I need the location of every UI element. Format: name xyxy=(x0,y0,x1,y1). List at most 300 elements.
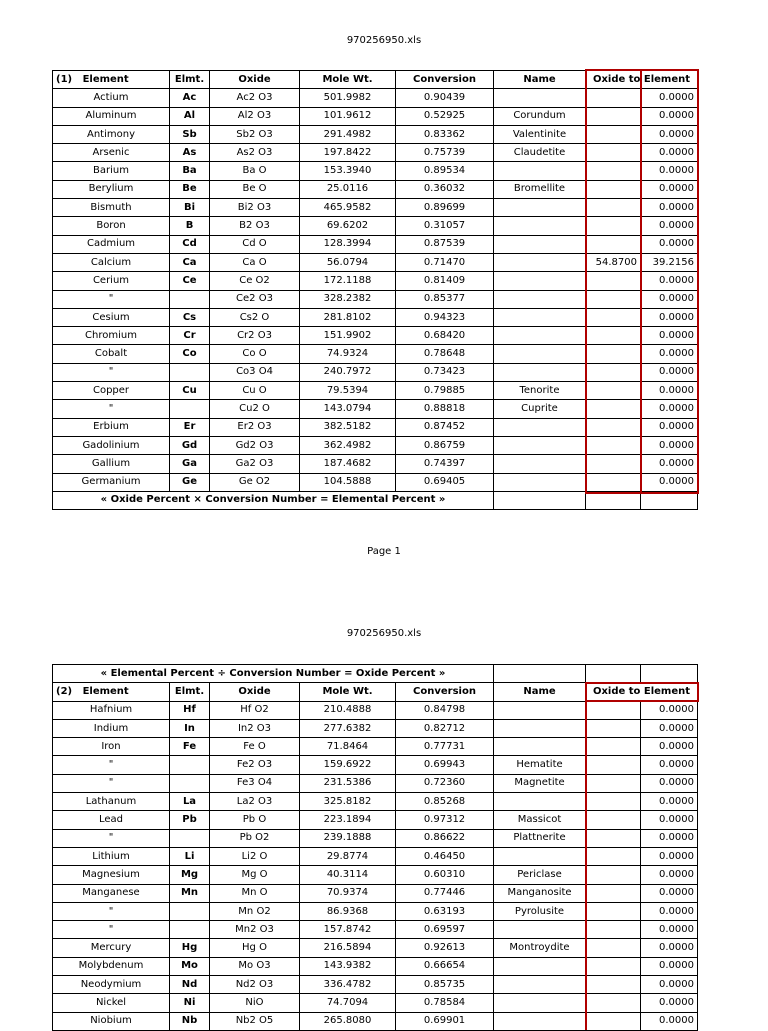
element-cell[interactable]: Niobium xyxy=(53,1012,170,1030)
element-pct-cell[interactable]: 0.0000 xyxy=(641,847,698,865)
element-cell[interactable]: " xyxy=(53,756,170,774)
element-cell[interactable]: Iron xyxy=(53,738,170,756)
mole-wt-cell[interactable]: 104.5888 xyxy=(300,473,396,491)
conversion-cell[interactable]: 0.69405 xyxy=(396,473,494,491)
symbol-cell[interactable]: Cd xyxy=(170,235,210,253)
element-pct-cell[interactable]: 0.0000 xyxy=(641,829,698,847)
conversion-cell[interactable]: 0.69901 xyxy=(396,1012,494,1030)
element-cell[interactable]: Lithium xyxy=(53,847,170,865)
element-pct-cell[interactable]: 0.0000 xyxy=(641,884,698,902)
oxide-pct-cell[interactable] xyxy=(586,939,641,957)
mole-wt-cell[interactable]: 328.2382 xyxy=(300,290,396,308)
mole-wt-cell[interactable]: 143.9382 xyxy=(300,957,396,975)
symbol-cell[interactable]: In xyxy=(170,719,210,737)
symbol-cell[interactable]: Cu xyxy=(170,382,210,400)
element-pct-cell[interactable]: 0.0000 xyxy=(641,327,698,345)
mineral-name-cell[interactable] xyxy=(494,701,586,719)
element-pct-cell[interactable]: 0.0000 xyxy=(641,125,698,143)
element-cell[interactable]: Cobalt xyxy=(53,345,170,363)
mole-wt-cell[interactable]: 216.5894 xyxy=(300,939,396,957)
element-cell[interactable]: Cerium xyxy=(53,272,170,290)
oxide-pct-cell[interactable] xyxy=(586,829,641,847)
oxide-pct-cell[interactable] xyxy=(586,363,641,381)
element-pct-cell[interactable]: 0.0000 xyxy=(641,793,698,811)
mole-wt-cell[interactable]: 74.7094 xyxy=(300,994,396,1012)
mole-wt-cell[interactable]: 143.0794 xyxy=(300,400,396,418)
oxide-pct-cell[interactable] xyxy=(586,793,641,811)
mineral-name-cell[interactable] xyxy=(494,436,586,454)
symbol-cell[interactable] xyxy=(170,363,210,381)
element-pct-cell[interactable]: 0.0000 xyxy=(641,363,698,381)
mole-wt-cell[interactable]: 277.6382 xyxy=(300,719,396,737)
element-cell[interactable]: " xyxy=(53,400,170,418)
conversion-cell[interactable]: 0.79885 xyxy=(396,382,494,400)
oxide-pct-cell[interactable] xyxy=(586,125,641,143)
conversion-cell[interactable]: 0.69597 xyxy=(396,921,494,939)
element-cell[interactable]: Gallium xyxy=(53,455,170,473)
oxide-cell[interactable]: Ba O xyxy=(210,162,300,180)
oxide-cell[interactable]: Cs2 O xyxy=(210,308,300,326)
oxide-pct-cell[interactable] xyxy=(586,994,641,1012)
conversion-cell[interactable]: 0.97312 xyxy=(396,811,494,829)
oxide-cell[interactable]: Nd2 O3 xyxy=(210,976,300,994)
mineral-name-cell[interactable]: Montroydite xyxy=(494,939,586,957)
mole-wt-cell[interactable]: 159.6922 xyxy=(300,756,396,774)
oxide-cell[interactable]: Li2 O xyxy=(210,847,300,865)
element-cell[interactable]: " xyxy=(53,829,170,847)
element-cell[interactable]: Magnesium xyxy=(53,866,170,884)
element-pct-cell[interactable]: 0.0000 xyxy=(641,217,698,235)
oxide-pct-cell[interactable] xyxy=(586,738,641,756)
element-pct-cell[interactable]: 0.0000 xyxy=(641,436,698,454)
oxide-pct-cell[interactable] xyxy=(586,976,641,994)
oxide-cell[interactable]: Ac2 O3 xyxy=(210,89,300,107)
mole-wt-cell[interactable]: 74.9324 xyxy=(300,345,396,363)
mineral-name-cell[interactable] xyxy=(494,1012,586,1030)
symbol-cell[interactable]: Nd xyxy=(170,976,210,994)
element-pct-cell[interactable]: 0.0000 xyxy=(641,756,698,774)
mineral-name-cell[interactable] xyxy=(494,719,586,737)
mineral-name-cell[interactable] xyxy=(494,290,586,308)
element-pct-cell[interactable]: 0.0000 xyxy=(641,89,698,107)
symbol-cell[interactable]: Ba xyxy=(170,162,210,180)
mineral-name-cell[interactable]: Massicot xyxy=(494,811,586,829)
conversion-cell[interactable]: 0.90439 xyxy=(396,89,494,107)
element-pct-cell[interactable]: 0.0000 xyxy=(641,738,698,756)
mineral-name-cell[interactable] xyxy=(494,235,586,253)
element-cell[interactable]: " xyxy=(53,921,170,939)
symbol-cell[interactable]: Be xyxy=(170,180,210,198)
mineral-name-cell[interactable]: Manganosite xyxy=(494,884,586,902)
element-pct-cell[interactable]: 0.0000 xyxy=(641,774,698,792)
oxide-pct-cell[interactable] xyxy=(586,774,641,792)
element-pct-cell[interactable]: 0.0000 xyxy=(641,144,698,162)
conversion-cell[interactable]: 0.46450 xyxy=(396,847,494,865)
mineral-name-cell[interactable] xyxy=(494,308,586,326)
oxide-cell[interactable]: Fe O xyxy=(210,738,300,756)
oxide-cell[interactable]: Cr2 O3 xyxy=(210,327,300,345)
element-cell[interactable]: Indium xyxy=(53,719,170,737)
element-pct-cell[interactable]: 0.0000 xyxy=(641,107,698,125)
oxide-cell[interactable]: Pb O xyxy=(210,811,300,829)
mole-wt-cell[interactable]: 70.9374 xyxy=(300,884,396,902)
conversion-cell[interactable]: 0.69943 xyxy=(396,756,494,774)
symbol-cell[interactable]: Mn xyxy=(170,884,210,902)
element-pct-cell[interactable]: 0.0000 xyxy=(641,290,698,308)
element-cell[interactable]: Bismuth xyxy=(53,199,170,217)
element-pct-cell[interactable]: 0.0000 xyxy=(641,345,698,363)
mole-wt-cell[interactable]: 336.4782 xyxy=(300,976,396,994)
oxide-pct-cell[interactable] xyxy=(586,400,641,418)
oxide-cell[interactable]: In2 O3 xyxy=(210,719,300,737)
element-cell[interactable]: Molybdenum xyxy=(53,957,170,975)
conversion-cell[interactable]: 0.77446 xyxy=(396,884,494,902)
symbol-cell[interactable] xyxy=(170,400,210,418)
oxide-pct-cell[interactable] xyxy=(586,180,641,198)
symbol-cell[interactable]: Pb xyxy=(170,811,210,829)
element-pct-cell[interactable]: 0.0000 xyxy=(641,400,698,418)
conversion-cell[interactable]: 0.84798 xyxy=(396,701,494,719)
symbol-cell[interactable]: Ga xyxy=(170,455,210,473)
oxide-pct-cell[interactable] xyxy=(586,144,641,162)
mineral-name-cell[interactable]: Claudetite xyxy=(494,144,586,162)
element-cell[interactable]: Erbium xyxy=(53,418,170,436)
symbol-cell[interactable] xyxy=(170,921,210,939)
conversion-cell[interactable]: 0.71470 xyxy=(396,253,494,271)
conversion-cell[interactable]: 0.78648 xyxy=(396,345,494,363)
element-pct-cell[interactable]: 0.0000 xyxy=(641,199,698,217)
conversion-cell[interactable]: 0.78584 xyxy=(396,994,494,1012)
oxide-pct-cell[interactable] xyxy=(586,902,641,920)
conversion-cell[interactable]: 0.81409 xyxy=(396,272,494,290)
element-pct-cell[interactable]: 0.0000 xyxy=(641,455,698,473)
conversion-cell[interactable]: 0.88818 xyxy=(396,400,494,418)
element-pct-cell[interactable]: 0.0000 xyxy=(641,939,698,957)
element-cell[interactable]: Lathanum xyxy=(53,793,170,811)
symbol-cell[interactable] xyxy=(170,290,210,308)
conversion-cell[interactable]: 0.77731 xyxy=(396,738,494,756)
mole-wt-cell[interactable]: 71.8464 xyxy=(300,738,396,756)
conversion-cell[interactable]: 0.66654 xyxy=(396,957,494,975)
mineral-name-cell[interactable] xyxy=(494,89,586,107)
symbol-cell[interactable]: Ge xyxy=(170,473,210,491)
conversion-cell[interactable]: 0.87452 xyxy=(396,418,494,436)
symbol-cell[interactable]: Ce xyxy=(170,272,210,290)
mole-wt-cell[interactable]: 382.5182 xyxy=(300,418,396,436)
oxide-cell[interactable]: Ga2 O3 xyxy=(210,455,300,473)
symbol-cell[interactable]: Bi xyxy=(170,199,210,217)
mole-wt-cell[interactable]: 281.8102 xyxy=(300,308,396,326)
element-cell[interactable]: Germanium xyxy=(53,473,170,491)
oxide-cell[interactable]: Ge O2 xyxy=(210,473,300,491)
symbol-cell[interactable] xyxy=(170,829,210,847)
oxide-cell[interactable]: Be O xyxy=(210,180,300,198)
element-cell[interactable]: Actium xyxy=(53,89,170,107)
conversion-cell[interactable]: 0.31057 xyxy=(396,217,494,235)
oxide-pct-cell[interactable] xyxy=(586,847,641,865)
symbol-cell[interactable]: B xyxy=(170,217,210,235)
symbol-cell[interactable]: Nb xyxy=(170,1012,210,1030)
element-cell[interactable]: Chromium xyxy=(53,327,170,345)
symbol-cell[interactable]: As xyxy=(170,144,210,162)
element-cell[interactable]: Cadmium xyxy=(53,235,170,253)
symbol-cell[interactable]: Hg xyxy=(170,939,210,957)
element-cell[interactable]: " xyxy=(53,363,170,381)
mineral-name-cell[interactable]: Cuprite xyxy=(494,400,586,418)
symbol-cell[interactable]: Al xyxy=(170,107,210,125)
element-cell[interactable]: Hafnium xyxy=(53,701,170,719)
oxide-cell[interactable]: Hf O2 xyxy=(210,701,300,719)
conversion-cell[interactable]: 0.82712 xyxy=(396,719,494,737)
symbol-cell[interactable]: Gd xyxy=(170,436,210,454)
conversion-cell[interactable]: 0.86622 xyxy=(396,829,494,847)
mineral-name-cell[interactable] xyxy=(494,921,586,939)
mole-wt-cell[interactable]: 197.8422 xyxy=(300,144,396,162)
element-pct-cell[interactable]: 0.0000 xyxy=(641,719,698,737)
oxide-pct-cell[interactable] xyxy=(586,921,641,939)
conversion-cell[interactable]: 0.72360 xyxy=(396,774,494,792)
symbol-cell[interactable] xyxy=(170,774,210,792)
mineral-name-cell[interactable]: Plattnerite xyxy=(494,829,586,847)
oxide-cell[interactable]: Mo O3 xyxy=(210,957,300,975)
element-cell[interactable]: Berylium xyxy=(53,180,170,198)
oxide-pct-cell[interactable] xyxy=(586,162,641,180)
conversion-cell[interactable]: 0.86759 xyxy=(396,436,494,454)
element-pct-cell[interactable]: 0.0000 xyxy=(641,957,698,975)
mineral-name-cell[interactable] xyxy=(494,473,586,491)
oxide-pct-cell[interactable] xyxy=(586,701,641,719)
element-pct-cell[interactable]: 0.0000 xyxy=(641,235,698,253)
symbol-cell[interactable]: Co xyxy=(170,345,210,363)
mole-wt-cell[interactable]: 325.8182 xyxy=(300,793,396,811)
oxide-cell[interactable]: La2 O3 xyxy=(210,793,300,811)
element-cell[interactable]: Boron xyxy=(53,217,170,235)
oxide-cell[interactable]: Mn O xyxy=(210,884,300,902)
mole-wt-cell[interactable]: 128.3994 xyxy=(300,235,396,253)
mole-wt-cell[interactable]: 172.1188 xyxy=(300,272,396,290)
oxide-cell[interactable]: Mn2 O3 xyxy=(210,921,300,939)
symbol-cell[interactable]: Sb xyxy=(170,125,210,143)
element-cell[interactable]: Cesium xyxy=(53,308,170,326)
oxide-cell[interactable]: Mn O2 xyxy=(210,902,300,920)
oxide-pct-cell[interactable] xyxy=(586,719,641,737)
oxide-cell[interactable]: Bi2 O3 xyxy=(210,199,300,217)
mineral-name-cell[interactable] xyxy=(494,738,586,756)
symbol-cell[interactable]: Li xyxy=(170,847,210,865)
element-cell[interactable]: Arsenic xyxy=(53,144,170,162)
mineral-name-cell[interactable]: Pyrolusite xyxy=(494,902,586,920)
mole-wt-cell[interactable]: 56.0794 xyxy=(300,253,396,271)
element-pct-cell[interactable]: 0.0000 xyxy=(641,1012,698,1030)
element-pct-cell[interactable]: 0.0000 xyxy=(641,976,698,994)
mole-wt-cell[interactable]: 223.1894 xyxy=(300,811,396,829)
symbol-cell[interactable]: Ca xyxy=(170,253,210,271)
element-cell[interactable]: " xyxy=(53,774,170,792)
mineral-name-cell[interactable] xyxy=(494,363,586,381)
oxide-cell[interactable]: Cu2 O xyxy=(210,400,300,418)
conversion-cell[interactable]: 0.87539 xyxy=(396,235,494,253)
element-cell[interactable]: Copper xyxy=(53,382,170,400)
mole-wt-cell[interactable]: 157.8742 xyxy=(300,921,396,939)
oxide-cell[interactable]: Er2 O3 xyxy=(210,418,300,436)
mineral-name-cell[interactable] xyxy=(494,957,586,975)
symbol-cell[interactable]: Cs xyxy=(170,308,210,326)
element-cell[interactable]: " xyxy=(53,902,170,920)
element-cell[interactable]: Lead xyxy=(53,811,170,829)
symbol-cell[interactable]: Ac xyxy=(170,89,210,107)
mineral-name-cell[interactable]: Valentinite xyxy=(494,125,586,143)
mole-wt-cell[interactable]: 69.6202 xyxy=(300,217,396,235)
oxide-cell[interactable]: Cd O xyxy=(210,235,300,253)
mole-wt-cell[interactable]: 465.9582 xyxy=(300,199,396,217)
mole-wt-cell[interactable]: 187.4682 xyxy=(300,455,396,473)
oxide-pct-cell[interactable] xyxy=(586,756,641,774)
mineral-name-cell[interactable]: Bromellite xyxy=(494,180,586,198)
mineral-name-cell[interactable] xyxy=(494,793,586,811)
mineral-name-cell[interactable] xyxy=(494,345,586,363)
oxide-pct-cell[interactable] xyxy=(586,345,641,363)
oxide-pct-cell[interactable] xyxy=(586,884,641,902)
mole-wt-cell[interactable]: 291.4982 xyxy=(300,125,396,143)
oxide-pct-cell[interactable] xyxy=(586,866,641,884)
symbol-cell[interactable]: Hf xyxy=(170,701,210,719)
mineral-name-cell[interactable] xyxy=(494,327,586,345)
mineral-name-cell[interactable] xyxy=(494,272,586,290)
element-pct-cell[interactable]: 0.0000 xyxy=(641,382,698,400)
oxide-cell[interactable]: Nb2 O5 xyxy=(210,1012,300,1030)
oxide-cell[interactable]: Ca O xyxy=(210,253,300,271)
mole-wt-cell[interactable]: 239.1888 xyxy=(300,829,396,847)
mole-wt-cell[interactable]: 40.3114 xyxy=(300,866,396,884)
mineral-name-cell[interactable]: Magnetite xyxy=(494,774,586,792)
element-pct-cell[interactable]: 39.2156 xyxy=(641,253,698,271)
oxide-pct-cell[interactable] xyxy=(586,957,641,975)
conversion-cell[interactable]: 0.36032 xyxy=(396,180,494,198)
element-pct-cell[interactable]: 0.0000 xyxy=(641,272,698,290)
mole-wt-cell[interactable]: 101.9612 xyxy=(300,107,396,125)
oxide-pct-cell[interactable] xyxy=(586,382,641,400)
mole-wt-cell[interactable]: 501.9982 xyxy=(300,89,396,107)
element-pct-cell[interactable]: 0.0000 xyxy=(641,162,698,180)
symbol-cell[interactable]: Mo xyxy=(170,957,210,975)
oxide-pct-cell[interactable]: 54.8700 xyxy=(586,253,641,271)
oxide-cell[interactable]: Fe3 O4 xyxy=(210,774,300,792)
mole-wt-cell[interactable]: 25.0116 xyxy=(300,180,396,198)
element-cell[interactable]: Manganese xyxy=(53,884,170,902)
mineral-name-cell[interactable]: Hematite xyxy=(494,756,586,774)
element-pct-cell[interactable]: 0.0000 xyxy=(641,473,698,491)
oxide-cell[interactable]: NiO xyxy=(210,994,300,1012)
conversion-cell[interactable]: 0.85268 xyxy=(396,793,494,811)
symbol-cell[interactable]: Fe xyxy=(170,738,210,756)
oxide-pct-cell[interactable] xyxy=(586,290,641,308)
oxide-pct-cell[interactable] xyxy=(586,272,641,290)
conversion-cell[interactable]: 0.68420 xyxy=(396,327,494,345)
oxide-pct-cell[interactable] xyxy=(586,473,641,491)
oxide-pct-cell[interactable] xyxy=(586,811,641,829)
conversion-cell[interactable]: 0.74397 xyxy=(396,455,494,473)
conversion-cell[interactable]: 0.85735 xyxy=(396,976,494,994)
mineral-name-cell[interactable]: Corundum xyxy=(494,107,586,125)
mineral-name-cell[interactable] xyxy=(494,162,586,180)
oxide-pct-cell[interactable] xyxy=(586,436,641,454)
conversion-cell[interactable]: 0.60310 xyxy=(396,866,494,884)
mole-wt-cell[interactable]: 79.5394 xyxy=(300,382,396,400)
element-pct-cell[interactable]: 0.0000 xyxy=(641,811,698,829)
conversion-cell[interactable]: 0.94323 xyxy=(396,308,494,326)
mineral-name-cell[interactable] xyxy=(494,217,586,235)
oxide-cell[interactable]: Cu O xyxy=(210,382,300,400)
symbol-cell[interactable] xyxy=(170,902,210,920)
mole-wt-cell[interactable]: 151.9902 xyxy=(300,327,396,345)
element-pct-cell[interactable]: 0.0000 xyxy=(641,902,698,920)
oxide-pct-cell[interactable] xyxy=(586,217,641,235)
symbol-cell[interactable]: Ni xyxy=(170,994,210,1012)
mole-wt-cell[interactable]: 210.4888 xyxy=(300,701,396,719)
mineral-name-cell[interactable] xyxy=(494,418,586,436)
mineral-name-cell[interactable] xyxy=(494,253,586,271)
conversion-cell[interactable]: 0.83362 xyxy=(396,125,494,143)
oxide-cell[interactable]: Ce O2 xyxy=(210,272,300,290)
conversion-cell[interactable]: 0.85377 xyxy=(396,290,494,308)
oxide-cell[interactable]: B2 O3 xyxy=(210,217,300,235)
mineral-name-cell[interactable] xyxy=(494,199,586,217)
oxide-pct-cell[interactable] xyxy=(586,327,641,345)
oxide-pct-cell[interactable] xyxy=(586,418,641,436)
element-pct-cell[interactable]: 0.0000 xyxy=(641,866,698,884)
mole-wt-cell[interactable]: 86.9368 xyxy=(300,902,396,920)
oxide-cell[interactable]: Mg O xyxy=(210,866,300,884)
mole-wt-cell[interactable]: 362.4982 xyxy=(300,436,396,454)
oxide-pct-cell[interactable] xyxy=(586,89,641,107)
oxide-cell[interactable]: Co O xyxy=(210,345,300,363)
mineral-name-cell[interactable] xyxy=(494,455,586,473)
element-cell[interactable]: Nickel xyxy=(53,994,170,1012)
mole-wt-cell[interactable]: 153.3940 xyxy=(300,162,396,180)
mole-wt-cell[interactable]: 265.8080 xyxy=(300,1012,396,1030)
mineral-name-cell[interactable] xyxy=(494,847,586,865)
oxide-cell[interactable]: Co3 O4 xyxy=(210,363,300,381)
mole-wt-cell[interactable]: 240.7972 xyxy=(300,363,396,381)
symbol-cell[interactable]: Er xyxy=(170,418,210,436)
mineral-name-cell[interactable]: Periclase xyxy=(494,866,586,884)
element-pct-cell[interactable]: 0.0000 xyxy=(641,418,698,436)
mineral-name-cell[interactable]: Tenorite xyxy=(494,382,586,400)
conversion-cell[interactable]: 0.63193 xyxy=(396,902,494,920)
conversion-cell[interactable]: 0.89534 xyxy=(396,162,494,180)
element-cell[interactable]: Neodymium xyxy=(53,976,170,994)
element-pct-cell[interactable]: 0.0000 xyxy=(641,180,698,198)
conversion-cell[interactable]: 0.73423 xyxy=(396,363,494,381)
element-cell[interactable]: Barium xyxy=(53,162,170,180)
element-pct-cell[interactable]: 0.0000 xyxy=(641,921,698,939)
element-cell[interactable]: " xyxy=(53,290,170,308)
oxide-cell[interactable]: Pb O2 xyxy=(210,829,300,847)
symbol-cell[interactable] xyxy=(170,756,210,774)
oxide-cell[interactable]: Gd2 O3 xyxy=(210,436,300,454)
mole-wt-cell[interactable]: 231.5386 xyxy=(300,774,396,792)
element-pct-cell[interactable]: 0.0000 xyxy=(641,701,698,719)
oxide-pct-cell[interactable] xyxy=(586,107,641,125)
mole-wt-cell[interactable]: 29.8774 xyxy=(300,847,396,865)
oxide-pct-cell[interactable] xyxy=(586,235,641,253)
conversion-cell[interactable]: 0.89699 xyxy=(396,199,494,217)
oxide-pct-cell[interactable] xyxy=(586,199,641,217)
mineral-name-cell[interactable] xyxy=(494,976,586,994)
oxide-cell[interactable]: Fe2 O3 xyxy=(210,756,300,774)
element-cell[interactable]: Calcium xyxy=(53,253,170,271)
conversion-cell[interactable]: 0.92613 xyxy=(396,939,494,957)
